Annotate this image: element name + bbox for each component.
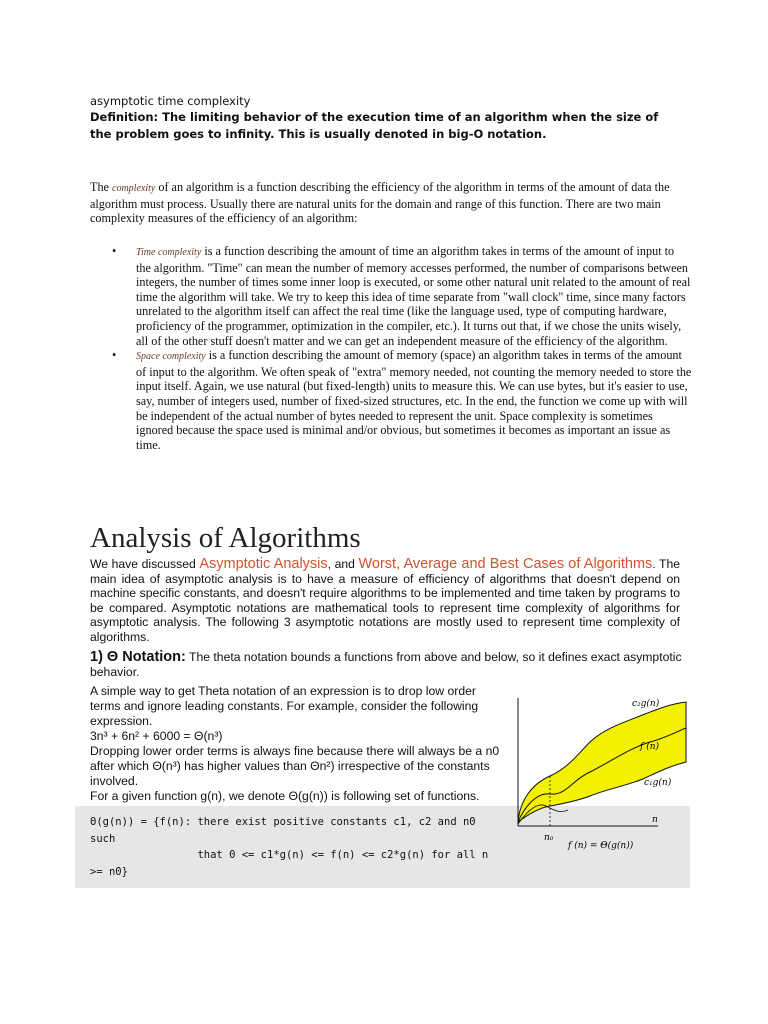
analysis-mid: , and [327,557,359,571]
list-item-text: is a function describing the amount of time an algorithm takes in terms of the amount of input to the algorithm. "Time" can mean the number of memory accesses performed, the number of comparisons between integers, the number of times some inner loop is executed, or some other natural unit related to the amount of real time the algorithm will take. We try to keep this idea of time separate from "wall clock" time, since many factors unrelated to the algorithm itself can affect the real time (like the language used, type of computing hardware, proficiency of the programmer, optimization in the compiler, etc.). It turns out that, if we chose the units wisely, all of the other stuff doesn't matter and we can get an independent measure of the efficiency of the algorithm. [136,244,691,348]
list-item-term: Time complexity [136,247,202,258]
label-c2g: c₂g(n) [632,699,660,709]
theta-desc: The theta notation bounds a functions from above and below, so it defines exact asymptotic behavior. [90,650,682,679]
intro-pre: The [90,180,112,194]
intro-post: of an algorithm is a function describing the efficiency of the algorithm in terms of the amount of data the algorithm must process. Usually there are natural units for the domain and range of this function. There are two main complexity measures of the efficiency of an algorithm: [90,180,670,226]
analysis-paragraph [90,557,680,645]
label-f: f (n) [640,742,660,752]
code-text: Θ(g(n)) = {f(n): there exist positive constants c1, c2 and n0 such that 0 <= c1*g(n) <= f(n) <= c2*g(n) for all n >= n0} [90,816,489,878]
label-c1g: c₁g(n) [644,778,672,788]
asymptotic-analysis-link[interactable]: Asymptotic Analysis [199,556,328,572]
theta-label: 1) Θ Notation: [90,649,186,665]
intro-term: complexity [112,183,156,194]
theta-p1: A simple way to get Theta notation of an expression is to drop low order terms and ignore leading constants. For example, consider the following expression. [90,684,479,728]
intro-paragraph [90,180,690,226]
complexity-list [112,244,692,452]
list-item [112,348,692,452]
list-item [112,244,692,348]
figure-caption: f (n) = Θ(g(n)) [568,841,634,851]
bullet-icon: • [112,244,117,258]
analysis-post: . The main idea of asymptotic analysis is to have a measure of efficiency of algorithms that doesn't depend on machine specific constants, and doesn't require algorithms to be implemented and time taken by programs to be compared. Asymptotic notations are mathematical tools to represent time complexity of algorithms for asymptotic analysis. The following 3 asymptotic notations are mostly used to represent time complexity of algorithms. [90,557,680,644]
bullet-icon: • [112,348,117,363]
theta-p2: Dropping lower order terms is always fine because there will always be a n0 after which Θ(n³) has higher values than Θn²) irrespective of the constants involved. [90,744,500,788]
theta-body [90,684,500,804]
top-title: asymptotic time complexity [90,94,251,108]
label-n: n [652,815,658,825]
theta-heading [90,650,690,680]
analysis-pre: We have discussed [90,557,200,571]
label-n0: n₀ [544,833,554,843]
section-heading: Analysis of Algorithms [90,522,361,554]
theta-expression: 3n³ + 6n² + 6000 = Θ(n³) [90,729,223,743]
cases-of-algorithms-link[interactable]: Worst, Average and Best Cases of Algorithms [358,556,653,572]
list-item-term: Space complexity [136,351,206,363]
theta-p3: For a given function g(n), we denote Θ(g(n)) is following set of functions. [90,789,480,803]
theta-graph-figure [510,692,690,852]
definition-text: Definition: The limiting behavior of the execution time of an algorithm when the size of the problem goes to infinity. This is usually denoted in big-O notation. [90,110,659,141]
theta-band [518,702,686,822]
list-item-text: is a function describing the amount of memory (space) an algorithm takes in terms of the amount of input to the algorithm. We often speak of "extra" memory needed, not counting the memory needed to store the input itself. Again, we use natural (but fixed-length) units to measure this. We can use bytes, but it's easier to use, say, number of integers used, number of fixed-sized structures, etc. In the end, the function we come up with will be independent of the actual number of bytes needed to represent the unit. Space complexity is sometimes ignored because the space used is minimal and/or obvious, but sometimes it becomes as important an issue as time. [136,348,692,452]
